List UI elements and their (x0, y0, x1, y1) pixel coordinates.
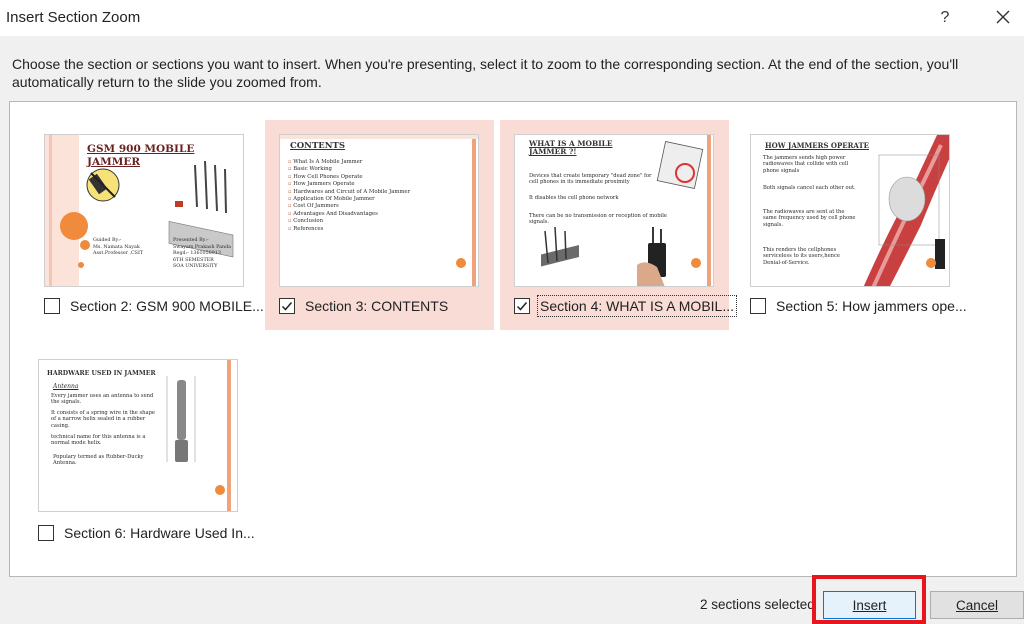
slide-thumbnail-4[interactable] (514, 134, 714, 287)
slide-bullets: ▫ What Is A Mobile Jammer ▫ Basic Working ▫ How Cell Phones Operate ▫ How Jammers Operate ▫ Hardwares and Circuit of A Mobile Jammer ▫ Application Of Mobile Jammer ▫ Cost Of Jammers ▫ Advantages And Disadvantages ▫ Conclusion ▫ References (288, 159, 410, 233)
slide-subtitle: Antenna (53, 383, 79, 390)
checkbox[interactable] (279, 298, 295, 314)
slide-thumbnail-3[interactable] (279, 134, 479, 287)
slide-point-4: This renders the cellphones serviceless to its users,hence Denial-of-Service. (763, 247, 840, 266)
slide-point-1: Devices that create temporary "dead zone" for cell phones in its immediate proximity (529, 173, 652, 186)
section-checkbox-row-6[interactable] (38, 525, 255, 541)
section-label: Section 6: Hardware Used In... (64, 525, 255, 541)
section-label: Section 5: How jammers ope... (776, 298, 967, 314)
close-icon (990, 6, 1016, 30)
checkbox[interactable] (514, 298, 530, 314)
checkbox[interactable] (38, 525, 54, 541)
checkbox[interactable] (750, 298, 766, 314)
slide-point-3: technical name for this antenna is a normal mode helix. (51, 434, 146, 447)
section-label: Section 4: WHAT IS A MOBIL... (540, 298, 734, 314)
section-label: Section 2: GSM 900 MOBILE... (70, 298, 264, 314)
dialog-title: Insert Section Zoom (6, 9, 141, 26)
slide-title: WHAT IS A MOBILE JAMMER ?! (529, 139, 613, 157)
section-item-4[interactable] (500, 120, 734, 330)
slide-thumbnail-5[interactable] (750, 134, 950, 287)
slide-presented-by: Presented By:- Swayam Prakash Panda Regd:- 1361050913 6TH SEMESTER SOA UNIVERSITY (173, 238, 232, 270)
slide-point-2: It disables the cell phone network (529, 195, 619, 201)
slide-point-2: Both signals cancel each other out. (763, 185, 856, 191)
slide-graphics (515, 135, 714, 287)
cancel-button-label: Cancel (955, 597, 999, 613)
sections-list (9, 101, 1017, 577)
slide-title: HARDWARE USED IN JAMMER (47, 370, 156, 377)
section-checkbox-row-5[interactable] (750, 298, 967, 314)
section-item-5[interactable] (736, 120, 965, 330)
section-item-2[interactable] (34, 120, 262, 330)
slide-point-4: Populary termed as Rubber-Ducky Antenna. (53, 454, 144, 467)
instructions-text: Choose the section or sections you want to insert. When you're presenting, select it to zoom to the corresponding section. At the end of the section, you'll automatically return to the slide you zoomed from. (12, 56, 959, 90)
section-checkbox-row-4[interactable] (514, 298, 734, 314)
checkmark-icon (281, 300, 293, 312)
section-checkbox-row-3[interactable] (279, 298, 448, 314)
section-checkbox-row-2[interactable] (44, 298, 264, 314)
slide-title: CONTENTS (290, 141, 345, 151)
insert-button[interactable] (823, 591, 916, 619)
slide-point-2: It consists of a spring wire in the shape of a narrow helix sealed in a rubber casing. (51, 410, 155, 429)
selection-status: 2 sections selected (700, 597, 815, 612)
section-label: Section 3: CONTENTS (305, 298, 449, 314)
slide-title: GSM 900 MOBILE JAMMER (87, 143, 195, 168)
close-button[interactable] (990, 6, 1016, 30)
section-item-3[interactable] (265, 120, 494, 330)
help-button[interactable]: ? (940, 9, 950, 26)
slide-title: HOW JAMMERS OPERATE (765, 141, 870, 150)
section-item-6[interactable] (28, 345, 256, 555)
checkmark-icon (516, 300, 528, 312)
slide-point-3: The radiowaves are sent at the same frequency used by cell phone signals. (763, 209, 856, 228)
cancel-button[interactable] (930, 591, 1024, 619)
slide-thumbnail-6[interactable] (38, 359, 238, 512)
slide-point-3: There can be no transmission or reception of mobile signals. (529, 213, 667, 226)
title-bar (0, 0, 1024, 36)
slide-thumbnail-2[interactable] (44, 134, 244, 287)
slide-guided-by: Guided By:- Ms. Namata Nayak Asst.Professor ,CSIT (93, 238, 144, 257)
checkbox[interactable] (44, 298, 60, 314)
slide-point-1: The jammers sends high power radiowaves that collide with cell phone signals (763, 155, 849, 174)
insert-button-label: Insert (852, 597, 887, 613)
slide-point-1: Every jammer uses an antenna to send the signals. (51, 393, 154, 406)
